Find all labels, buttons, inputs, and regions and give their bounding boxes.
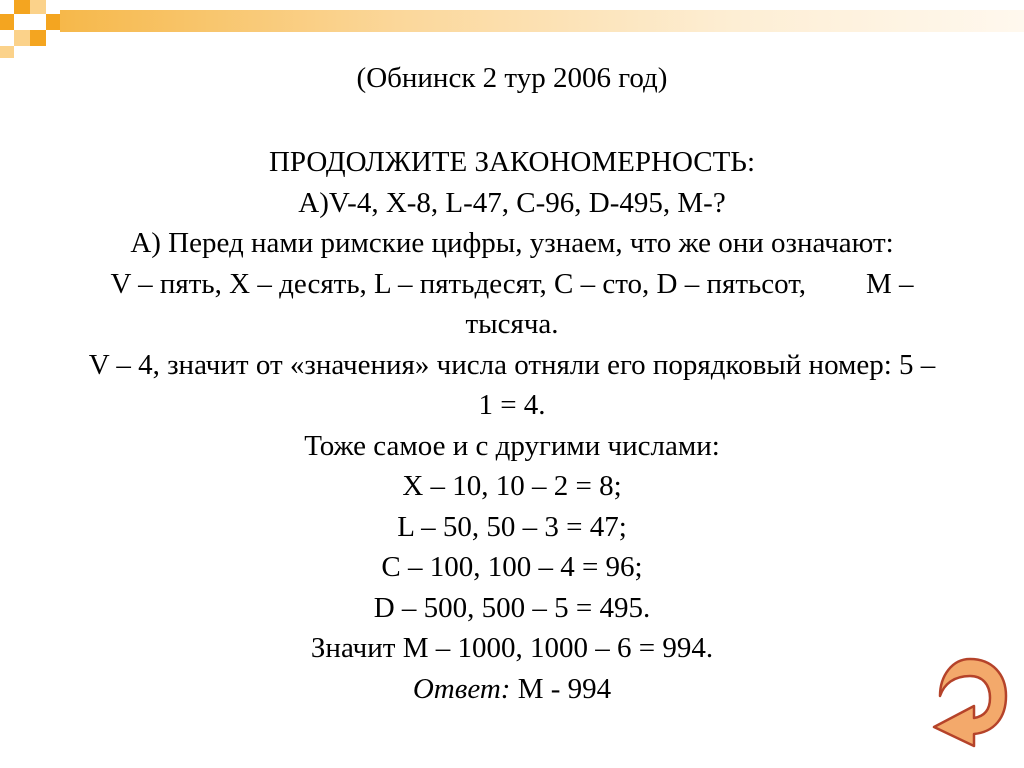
decor-square <box>0 14 14 30</box>
back-arrow-icon <box>930 656 1010 748</box>
explain-line: V – 4, значит от «значения» числа отняли его порядковый номер: 5 – <box>88 348 936 381</box>
meaning-line-end: тысяча. <box>465 308 559 340</box>
c-line: C – 100, 100 – 4 = 96; <box>381 551 643 583</box>
decor-square <box>14 30 30 46</box>
meaning-line <box>10 264 1014 305</box>
answer-value: M - 994 <box>510 672 612 705</box>
back-arrow-button[interactable] <box>930 656 1010 748</box>
explain-line-end: 1 = 4. <box>478 389 546 421</box>
slide-title: (Обнинск 2 тур 2006 год) <box>356 62 668 94</box>
decor-square <box>30 0 46 14</box>
decor-square <box>30 30 46 46</box>
same-line: Тоже самое и с другими числами: <box>304 429 720 462</box>
answer-label: Ответ: <box>412 672 511 705</box>
d-line: D – 500, 500 – 5 = 495. <box>373 591 651 624</box>
x-line: X – 10, 10 – 2 = 8; <box>402 470 622 502</box>
header-gradient-bar <box>60 10 1024 32</box>
heading-line: ПРОДОЛЖИТЕ ЗАКОНОМЕРНОСТЬ: <box>268 146 756 178</box>
decorative-header <box>0 0 1024 60</box>
slide-body <box>10 142 1014 709</box>
decor-square <box>0 46 14 58</box>
meaning-text: V – пять, X – десять, L – пятьдесят, C – сто, D – пятьсот, <box>110 267 806 300</box>
task-line: А)V-4, X-8, L-47, C-96, D-495, M-? <box>298 186 726 219</box>
answer-line <box>10 669 1014 710</box>
decor-square <box>14 0 30 14</box>
l-line: L – 50, 50 – 3 = 47; <box>397 510 627 543</box>
intro-line: А) Перед нами римские цифры, узнаем, что же они означают: <box>130 227 894 259</box>
meaning-m: M – <box>865 267 914 300</box>
m-line: Значит M – 1000, 1000 – 6 = 994. <box>310 632 714 664</box>
